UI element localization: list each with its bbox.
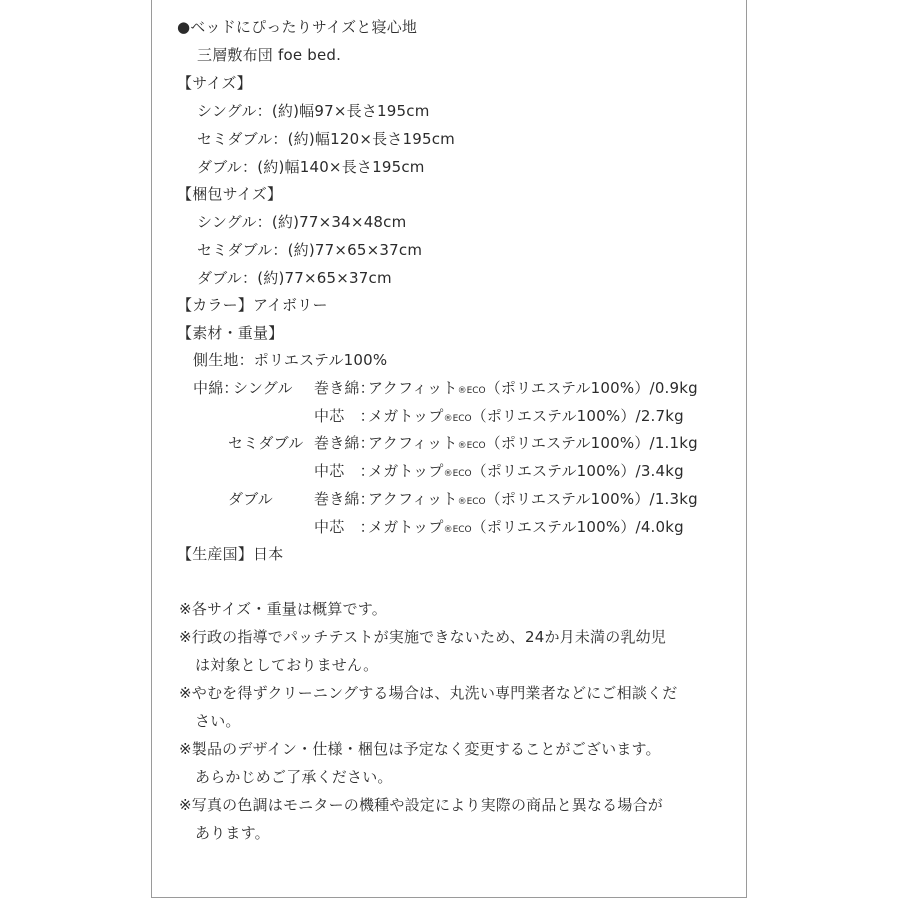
note-line: は対象としておりません。 xyxy=(195,656,379,674)
registered-eco-mark: ®ECO xyxy=(443,414,472,424)
note-line: あらかじめご了承ください。 xyxy=(195,768,393,786)
note-line: ※やむを得ずクリーニングする場合は、丸洗い専門業者などにご相談くだ xyxy=(179,684,678,702)
filling-row-part: 巻き綿： xyxy=(314,379,375,397)
product-name: 三層敷布団 foe bed. xyxy=(197,46,342,64)
size-heading: 【サイズ】 xyxy=(177,74,252,92)
filling-detail: （ポリエステル100%）/3.4kg xyxy=(471,462,684,480)
filling-brand: メガトップ xyxy=(368,462,444,480)
package-size-semi-double: セミダブル：(約)77×65×37cm xyxy=(197,241,423,259)
origin-line: 【生産国】日本 xyxy=(177,545,284,563)
note-line: ※各サイズ・重量は概算です。 xyxy=(179,600,387,618)
note-line: さい。 xyxy=(195,712,241,730)
filling-detail: （ポリエステル100%）/1.1kg xyxy=(485,434,698,452)
package-size-single: シングル：(約)77×34×48cm xyxy=(197,213,407,231)
side-fabric: 側生地：ポリエステル100% xyxy=(193,351,388,369)
filling-brand: アクフィット xyxy=(368,490,458,508)
package-size-double: ダブル：(約)77×65×37cm xyxy=(197,269,392,287)
filling-detail: （ポリエステル100%）/0.9kg xyxy=(485,379,698,397)
headline: ●ベッドにぴったりサイズと寝心地 xyxy=(177,18,418,36)
filling-row-material xyxy=(368,517,684,540)
filling-size-single: シングル xyxy=(233,379,293,397)
filling-row-material xyxy=(368,378,698,401)
filling-row-material xyxy=(368,461,684,484)
note-line: ※製品のデザイン・仕様・梱包は予定なく変更することがございます。 xyxy=(179,740,661,758)
package-size-heading: 【梱包サイズ】 xyxy=(177,185,283,203)
filling-row-material xyxy=(368,433,698,456)
registered-eco-mark: ®ECO xyxy=(443,469,472,479)
filling-row-part: 巻き綿： xyxy=(314,434,375,452)
filling-detail: （ポリエステル100%）/4.0kg xyxy=(471,518,684,536)
note-line: ※写真の色調はモニターの機種や設定により実際の商品と異なる場合が xyxy=(179,796,663,814)
filling-row-material xyxy=(368,406,684,429)
note-line: ※行政の指導でパッチテストが実施できないため、24か月未満の乳幼児 xyxy=(179,628,667,646)
filling-detail: （ポリエステル100%）/2.7kg xyxy=(471,407,684,425)
registered-eco-mark: ®ECO xyxy=(457,497,486,507)
material-heading: 【素材・重量】 xyxy=(177,324,284,342)
filling-row-part: 中芯 ： xyxy=(314,407,375,425)
size-item-single: シングル：(約)幅97×長さ195cm xyxy=(197,102,430,120)
filling-size-semi-double: セミダブル xyxy=(228,434,304,452)
size-item-double: ダブル：(約)幅140×長さ195cm xyxy=(197,158,425,176)
filling-detail: （ポリエステル100%）/1.3kg xyxy=(485,490,698,508)
filling-row-part: 中芯 ： xyxy=(314,518,375,536)
filling-brand: メガトップ xyxy=(368,518,444,536)
filling-row-part: 中芯 ： xyxy=(314,462,375,480)
registered-eco-mark: ®ECO xyxy=(443,525,472,535)
registered-eco-mark: ®ECO xyxy=(457,386,486,396)
color-line: 【カラー】アイボリー xyxy=(177,296,328,314)
filling-row-part: 巻き綿： xyxy=(314,490,375,508)
filling-size-double: ダブル xyxy=(228,490,274,508)
filling-row-material xyxy=(368,489,698,512)
filling-brand: アクフィット xyxy=(368,434,458,452)
registered-eco-mark: ®ECO xyxy=(457,441,486,451)
filling-brand: メガトップ xyxy=(368,407,444,425)
filling-label: 中綿： xyxy=(193,379,239,397)
filling-brand: アクフィット xyxy=(368,379,458,397)
note-line: あります。 xyxy=(195,824,270,842)
size-item-semi-double: セミダブル：(約)幅120×長さ195cm xyxy=(197,130,455,148)
